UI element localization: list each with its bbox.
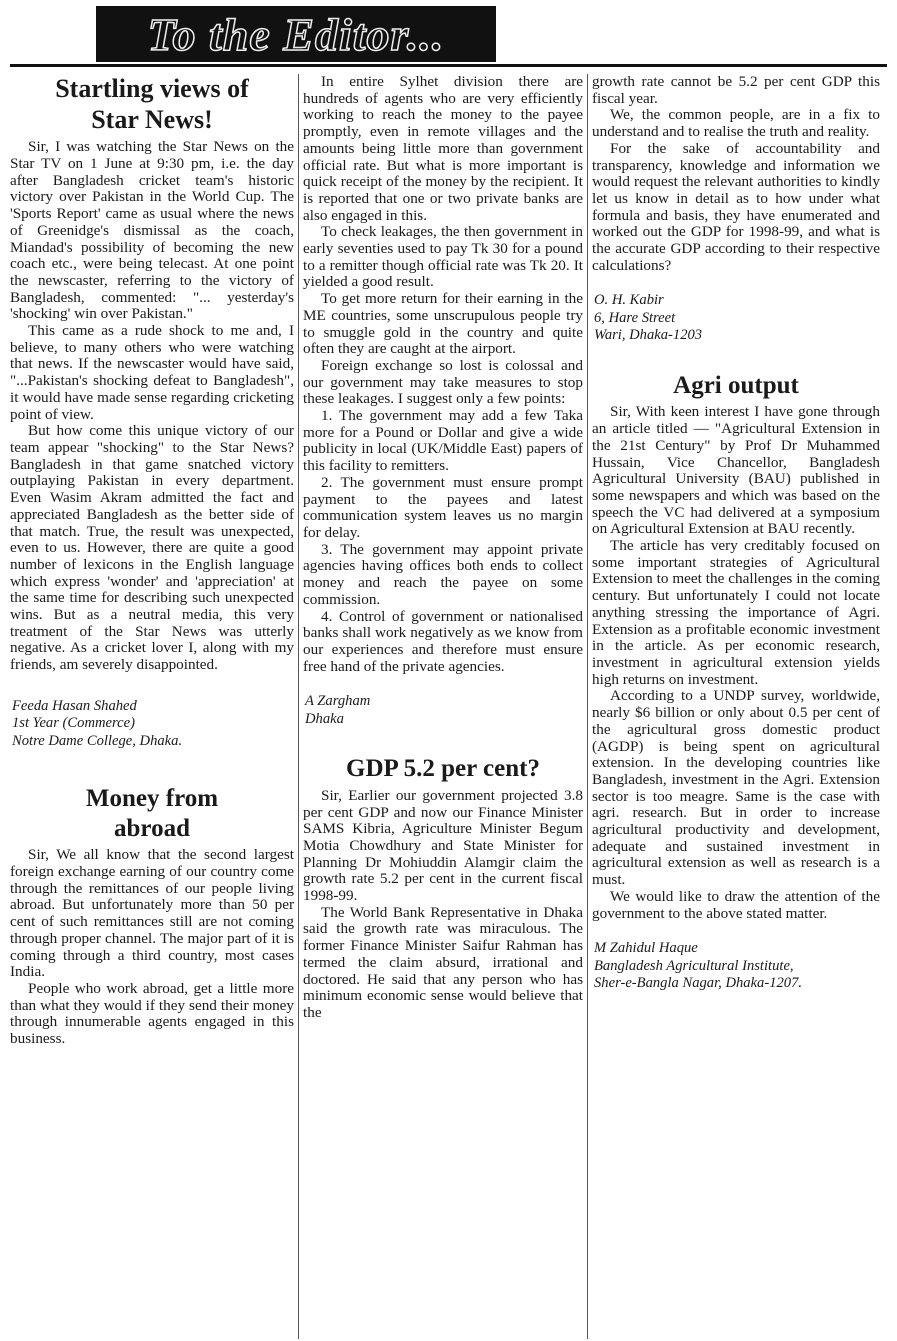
- paragraph: To check leakages, the then government in early seventies used to pay Tk 30 for a pound to a remitter though official rate was Tk 20. It yielded a good result.: [303, 223, 583, 291]
- letter-money-continuation: [303, 74, 583, 728]
- letter-money-from-abroad: [10, 784, 294, 1047]
- letter-gdp-continuation: [592, 74, 880, 345]
- column-2: [303, 74, 583, 1339]
- signature: Feeda Hasan Shahed 1st Year (Commerce) Notre Dame College, Dhaka.: [12, 697, 183, 749]
- paragraph: Sir, With keen interest I have gone through an article titled — "Agricultural Extension in the 21st Century" by Prof Dr Muhammed Hussain, Vice Chancellor, Bangladesh Agricultural University (BAU) published in some newspapers and which was based on the speech the VC had delivered at a symposium on Agricultural Extension at BAU recently.: [592, 403, 880, 538]
- paragraph: 1. The government may add a few Taka more for a Pound or Dollar and give a wide publicity in local (UK/Middle East) papers of this facility to remitters.: [303, 407, 583, 475]
- paragraph: In entire Sylhet division there are hundreds of agents who are very efficiently working to reach the money to the payee promptly, even in remote villages and the amounts being little more than government official rate. But what is more important is quick receipt of the money by the recipient. It is reported that one or two private banks are also engaged in this.: [303, 73, 583, 224]
- letter-title: GDP 5.2 per cent?: [346, 755, 540, 783]
- paragraph: For the sake of accountability and transparency, knowledge and information we would request the relevant authorities to kindly let us know in detail as to how under what formula and basis, they have enumerated and worked out the GDP for 1998-99, and what is the accurate GDP according to their respective calculations?: [592, 139, 880, 274]
- paragraph: 4. Control of government or nationalised banks shall work negatively as we know from our experiences and therefore must ensure free hand of the private agencies.: [303, 607, 583, 675]
- masthead-title: To the Editor...: [147, 8, 445, 60]
- masthead-banner: [96, 6, 496, 62]
- column-divider: [587, 74, 588, 1339]
- paragraph: 3. The government may appoint private agencies having offices both ends to collect money and reach the payee on some commission.: [303, 540, 583, 608]
- paragraph: We would like to draw the attention of the government to the above stated matter.: [592, 887, 880, 922]
- paragraph: Sir, I was watching the Star News on the Star TV on 1 June at 9:30 pm, i.e. the day after Bangladesh cricket team's historic victory over Pakistan in the World Cup. The 'Sports Report' came as usual where the news of Greenidge's dismissal as the coach, Miandad's possibility of becoming the new coach etc., were being telecast. At one point the newscaster, referring to the victory of Bangladesh, commented: "... yesterday's 'shocking' win over Pakistan.": [10, 138, 294, 323]
- paragraph: The article has very creditably focused on some important strategies of Agricultural Extension to meet the challenges in the coming century. But unfortunately I could not locate anything stressing the importance of Agri. Extension as a profitable economic investment in the article. As per economic research, investment in agricultural extension yields high returns on investment.: [592, 537, 880, 688]
- letter-startling-views: [10, 74, 294, 750]
- paragraph: But how come this unique victory of our team appear "shocking" to the Star News? Bangladesh in that game snatched victory outplaying Pakistan in every department. Even Wasim Akram admitted the fact and appreciated Bangladesh as the better side of that match. True, the result was unexpected, even to us. However, there are quite a good number of lexicons in the English language which express 'wonder' and 'appreciation' at the same time for describing such unexpected wins. But as a neutral media, this very treatment of the Star News was utterly negative. As a cricket lover I, along with my friends, am severely disappointed.: [10, 422, 294, 674]
- signature: A Zargham Dhaka: [305, 693, 371, 727]
- paragraph: Foreign exchange so lost is colossal and our government may take measures to stop these leakages. I suggest only a few points:: [303, 356, 583, 408]
- letter-title: Agri output: [673, 371, 799, 399]
- paragraph: growth rate cannot be 5.2 per cent GDP this fiscal year.: [592, 73, 880, 107]
- column-divider: [298, 74, 299, 1339]
- paragraph: To get more return for their earning in the ME countries, some unscrupulous people try to smuggle gold in the country and quite often they are caught at the airport.: [303, 290, 583, 358]
- paragraph: This came as a rude shock to me and, I believe, to many others who were watching that news. If the newscaster would have said, "...Pakistan's shocking defeat to Bangladesh", it would have made sense regarding cricketing point of view.: [10, 322, 294, 423]
- signature: M Zahidul Haque Bangladesh Agricultural Institute, Sher-e-Bangla Nagar, Dhaka-1207.: [594, 940, 803, 992]
- paragraph: Sir, We all know that the second largest foreign exchange earning of our country come through the remittances of our people living abroad. But unfortunately more than 50 per cent of such remittances still are not coming through proper channel. The major part of it is coming through a third country, most cases India.: [10, 846, 294, 981]
- paragraph: Sir, Earlier our government projected 3.8 per cent GDP and now our Finance Minister SAMS Kibria, Agriculture Minister Begum Motia Chowdhury and State Minister for Planning Dr Mohiuddin Alamgir claim the growth rate 5.2 per cent in the current fiscal 1998-99.: [303, 786, 583, 905]
- letter-gdp: [303, 754, 583, 1021]
- column-3: [592, 74, 880, 1339]
- top-rule: [10, 64, 887, 67]
- letter-title: Startling views of Star News!: [55, 74, 249, 134]
- paragraph: 2. The government must ensure prompt payment to the payees and latest communication system leaves us no margin for delay.: [303, 473, 583, 541]
- paragraph: The World Bank Representative in Dhaka said the growth rate was miraculous. The former Finance Minister Saifur Rahman has termed the claim absurd, irrational and doctored. He said that any person who has minimum economic sense would believe that the: [303, 903, 583, 1021]
- paragraph: According to a UNDP survey, worldwide, nearly $6 billion or only about 0.5 per cent of the agricultural gross domestic product (AGDP) is being spent on agricultural extension. In the developing countries like Bangladesh, investment in the Agri. Extension sector is too meagre. Same is the case with agri. research. But in order to increase agricultural productivity and development, adequate and sustained investment in agricultural extension as well as research is a must.: [592, 687, 880, 889]
- signature: O. H. Kabir 6, Hare Street Wari, Dhaka-1203: [594, 292, 703, 344]
- letter-title: Money from abroad: [85, 785, 219, 842]
- column-1: [10, 74, 294, 1339]
- paragraph: We, the common people, are in a fix to understand and to realise the truth and reality.: [592, 106, 880, 141]
- letter-agri-output: [592, 371, 880, 993]
- paragraph: People who work abroad, get a little more than what they would if they send their money through innumerable agents engaged in this business.: [10, 979, 294, 1048]
